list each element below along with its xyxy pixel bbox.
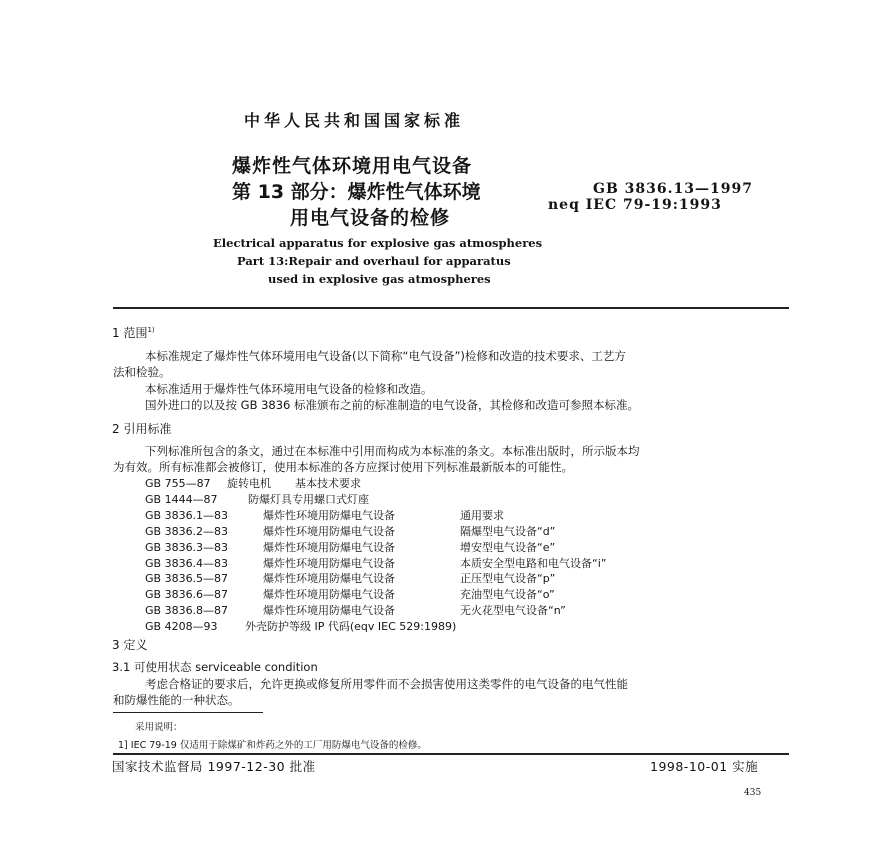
- reference-code: GB 3836.8—87: [145, 604, 229, 618]
- reference-name: 爆炸性环境用防爆电气设备: [263, 588, 395, 602]
- reference-item: [145, 524, 606, 540]
- reference-title: 基本技术要求: [295, 477, 361, 490]
- footnote-mark: 1): [147, 326, 155, 334]
- reference-name: 爆炸性环境用防爆电气设备: [263, 604, 395, 618]
- reference-name: 旋转电机: [227, 477, 271, 490]
- reference-code: GB 3836.2—83: [145, 524, 229, 538]
- reference-item: [145, 508, 606, 524]
- reference-item: [145, 571, 606, 587]
- reference-item: [145, 556, 606, 572]
- reference-title: 无火花型电气设备“n”: [460, 604, 566, 618]
- page-number: 435: [744, 788, 762, 798]
- reference-code: GB 3836.6—87: [145, 588, 229, 602]
- title-cn-line1: 爆炸性气体环境用电气设备: [232, 155, 473, 177]
- section-3-heading: 3 定义: [112, 638, 148, 652]
- approval-date: 国家技术监督局 1997-12-30 批准: [112, 759, 316, 774]
- reference-title: 充油型电气设备“o”: [460, 588, 555, 602]
- reference-code: GB 3836.3—83: [145, 540, 229, 554]
- footer-rule: [113, 753, 789, 755]
- reference-name: 爆炸性环境用防爆电气设备: [263, 508, 395, 522]
- reference-item: [145, 492, 606, 508]
- reference-name: 爆炸性环境用防爆电气设备: [263, 524, 395, 538]
- reference-item: [145, 603, 606, 619]
- section-1-para-1b: 法和检验。: [113, 365, 171, 379]
- footnote-label: 采用说明：: [135, 722, 183, 733]
- reference-title: 通用要求: [460, 508, 504, 522]
- reference-item: [145, 619, 606, 635]
- section-1-heading-text: 1 范围: [112, 326, 148, 340]
- footnote-rule: [113, 712, 263, 713]
- reference-code: GB 3836.5—87: [145, 572, 229, 586]
- reference-item: [145, 587, 606, 603]
- section-1-heading: [112, 324, 155, 341]
- section-2-heading: 2 引用标准: [112, 422, 172, 436]
- reference-name: 外壳防护等级 IP 代码(eqv IEC 529:1989): [245, 620, 457, 634]
- title-en-line3: used in explosive gas atmospheres: [268, 272, 491, 286]
- header-rule: [113, 307, 789, 309]
- section-2-para-1a: 下列标准所包含的条文，通过在本标准中引用而构成为本标准的条文。本标准出版时，所示版本均: [145, 444, 640, 458]
- reference-item: [145, 540, 606, 556]
- section-1-para-2: 本标准适用于爆炸性气体环境用电气设备的检修和改造。: [145, 382, 433, 396]
- reference-list: [145, 476, 606, 635]
- reference-name: 防爆灯具专用螺口式灯座: [248, 492, 369, 506]
- title-en-line1: Electrical apparatus for explosive gas atmospheres: [213, 236, 543, 250]
- section-2-para-1b: 为有效。所有标准都会被修订，使用本标准的各方应探讨使用下列标准最新版本的可能性。: [113, 460, 573, 474]
- section-3-1-para-b: 和防爆性能的一种状态。: [113, 693, 240, 707]
- reference-code: GB 4208—93: [145, 620, 218, 634]
- section-1-para-1a: 本标准规定了爆炸性气体环境用电气设备(以下简称“电气设备”)检修和改造的技术要求、工艺方: [145, 349, 626, 363]
- reference-code: GB 3836.4—83: [145, 556, 229, 570]
- section-1-para-3: 国外进口的以及按 GB 3836 标准颁布之前的标准制造的电气设备，其检修和改造可参照本标准。: [145, 398, 640, 412]
- reference-title: 本质安全型电路和电气设备“i”: [460, 556, 607, 570]
- org-title: 中华人民共和国国家标准: [244, 111, 465, 130]
- reference-title: 隔爆型电气设备“d”: [460, 524, 556, 538]
- standard-number: GB 3836.13—1997: [593, 181, 753, 197]
- reference-title: 正压型电气设备“p”: [460, 572, 556, 586]
- title-cn-line2: 第 13 部分：爆炸性气体环境: [232, 181, 481, 203]
- section-3-1-heading: 3.1 可使用状态 serviceable condition: [112, 660, 318, 674]
- reference-name: 爆炸性环境用防爆电气设备: [263, 572, 395, 586]
- effective-date: 1998-10-01 实施: [650, 759, 759, 774]
- reference-title: 增安型电气设备“e”: [460, 540, 556, 554]
- reference-item: [145, 476, 606, 492]
- section-3-1-para-a: 考虑合格证的要求后，允许更换或修复所用零件而不会损害使用这类零件的电气设备的电气性能: [145, 677, 628, 691]
- title-en-line2: Part 13:Repair and overhaul for apparatus: [237, 254, 511, 268]
- reference-code: GB 1444—87: [145, 492, 218, 506]
- footnote-text: 1] IEC 79-19 仅适用于除煤矿和炸药之外的工厂用防爆电气设备的检修。: [118, 740, 427, 751]
- standard-equivalence: neq IEC 79-19:1993: [548, 197, 722, 213]
- reference-code: GB 755—87: [145, 477, 211, 490]
- reference-name: 爆炸性环境用防爆电气设备: [263, 540, 395, 554]
- title-cn-line3: 用电气设备的检修: [290, 207, 451, 229]
- reference-name: 爆炸性环境用防爆电气设备: [263, 556, 395, 570]
- reference-code: GB 3836.1—83: [145, 508, 229, 522]
